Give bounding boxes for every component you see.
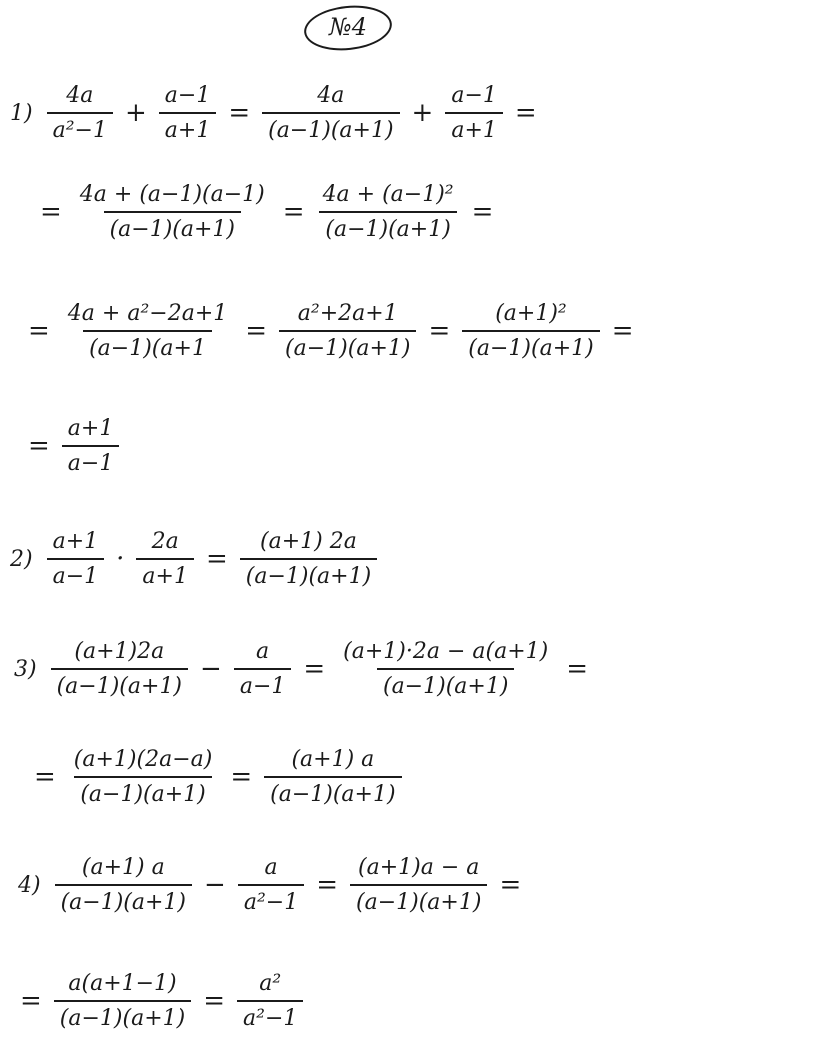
- fraction: [159, 84, 217, 142]
- numerator: (a+1)a − a: [358, 855, 480, 880]
- numerator: a+1: [67, 416, 114, 441]
- numerator: (a+1)·2a − a(a+1): [343, 639, 549, 664]
- denominator: (a−1)(a+1): [74, 776, 211, 806]
- fraction: [264, 748, 401, 806]
- problem-number: №4: [329, 13, 367, 41]
- numerator: a(a+1−1): [68, 971, 177, 996]
- operator: −: [204, 870, 226, 901]
- operator: =: [40, 197, 62, 228]
- fraction: [51, 640, 188, 698]
- denominator: (a−1)(a+1): [462, 330, 599, 360]
- operator: =: [499, 870, 522, 901]
- numerator: 4a + (a−1)²: [322, 182, 454, 207]
- denominator: (a−1)(a+1): [51, 668, 188, 698]
- line-3: [28, 302, 634, 360]
- operator: =: [428, 316, 451, 347]
- denominator: a+1: [159, 112, 217, 142]
- step-label: 1): [10, 100, 33, 126]
- operator: =: [245, 316, 268, 347]
- denominator: a+1: [136, 558, 194, 588]
- operator: =: [34, 762, 56, 793]
- denominator: (a−1)(a+1): [264, 776, 401, 806]
- numerator: a²+2a+1: [297, 301, 398, 326]
- fraction: [74, 183, 271, 241]
- line-1: [10, 84, 537, 142]
- denominator: a−1: [62, 445, 120, 475]
- line-8: [18, 856, 521, 914]
- denominator: a−1: [47, 558, 105, 588]
- problem-number-oval: [304, 6, 394, 50]
- denominator: a²−1: [47, 112, 113, 142]
- numerator: 4a + (a−1)(a−1): [79, 182, 265, 207]
- numerator: a−1: [164, 83, 211, 108]
- fraction: [136, 530, 194, 588]
- step-label: 4): [18, 872, 41, 898]
- operator: =: [611, 316, 634, 347]
- numerator: (a+1) a: [291, 747, 375, 772]
- numerator: 4a + a²−2a+1: [67, 301, 228, 326]
- operator: ·: [116, 544, 125, 575]
- denominator: (a−1)(a+1): [377, 668, 514, 698]
- denominator: (a−1)(a+1): [350, 884, 487, 914]
- fraction: [350, 856, 487, 914]
- operator: =: [316, 870, 338, 901]
- operator: =: [205, 544, 228, 575]
- denominator: (a−1)(a+1): [55, 884, 192, 914]
- step-label: 2): [10, 546, 33, 572]
- denominator: (a−1)(a+1): [54, 1000, 191, 1030]
- fraction: [47, 84, 113, 142]
- fraction: [240, 530, 377, 588]
- fraction: [62, 417, 120, 475]
- numerator: a: [264, 855, 278, 880]
- denominator: (a−1)(a+1): [262, 112, 399, 142]
- line-5: [10, 530, 377, 588]
- operator: =: [203, 986, 226, 1017]
- fraction: [54, 972, 191, 1030]
- line-4: [28, 417, 119, 475]
- numerator: a+1: [52, 529, 99, 554]
- numerator: a−1: [451, 83, 497, 108]
- operator: =: [471, 197, 494, 228]
- fraction: [317, 183, 460, 241]
- numerator: (a+1) 2a: [260, 529, 357, 554]
- step-label: 3): [14, 656, 37, 682]
- operator: +: [411, 98, 434, 129]
- fraction: [462, 302, 599, 360]
- operator: =: [20, 986, 42, 1017]
- line-6: [14, 640, 588, 698]
- operator: =: [566, 654, 589, 685]
- operator: =: [228, 98, 251, 129]
- numerator: (a+1)²: [495, 301, 567, 326]
- line-7: [34, 748, 402, 806]
- fraction: [62, 302, 233, 360]
- fraction: [279, 302, 416, 360]
- numerator: (a+1)(2a−a): [73, 747, 213, 772]
- line-9: [20, 972, 303, 1030]
- denominator: a+1: [445, 112, 503, 142]
- numerator: 4a: [317, 83, 345, 108]
- fraction: [237, 972, 303, 1030]
- denominator: (a−1)(a+1): [319, 211, 456, 241]
- line-2: [40, 183, 493, 241]
- operator: =: [28, 431, 50, 462]
- denominator: (a−1)(a+1): [104, 211, 241, 241]
- numerator: 2a: [151, 529, 179, 554]
- numerator: a: [256, 639, 270, 664]
- operator: −: [200, 654, 222, 685]
- denominator: a−1: [234, 668, 292, 698]
- operator: =: [514, 98, 537, 129]
- denominator: (a−1)(a+1: [83, 330, 212, 360]
- denominator: (a−1)(a+1): [240, 558, 377, 588]
- fraction: [238, 856, 304, 914]
- fraction: [68, 748, 219, 806]
- operator: =: [282, 197, 305, 228]
- denominator: a²−1: [237, 1000, 303, 1030]
- fraction: [445, 84, 503, 142]
- operator: =: [303, 654, 326, 685]
- numerator: a²: [259, 971, 282, 996]
- numerator: 4a: [66, 83, 94, 108]
- denominator: a²−1: [238, 884, 304, 914]
- fraction: [262, 84, 399, 142]
- numerator: (a+1) a: [81, 855, 165, 880]
- operator: +: [124, 98, 147, 129]
- fraction: [337, 640, 554, 698]
- operator: =: [28, 316, 50, 347]
- fraction: [47, 530, 105, 588]
- fraction: [234, 640, 292, 698]
- denominator: (a−1)(a+1): [279, 330, 416, 360]
- numerator: (a+1)2a: [74, 639, 165, 664]
- fraction: [55, 856, 192, 914]
- operator: =: [230, 762, 253, 793]
